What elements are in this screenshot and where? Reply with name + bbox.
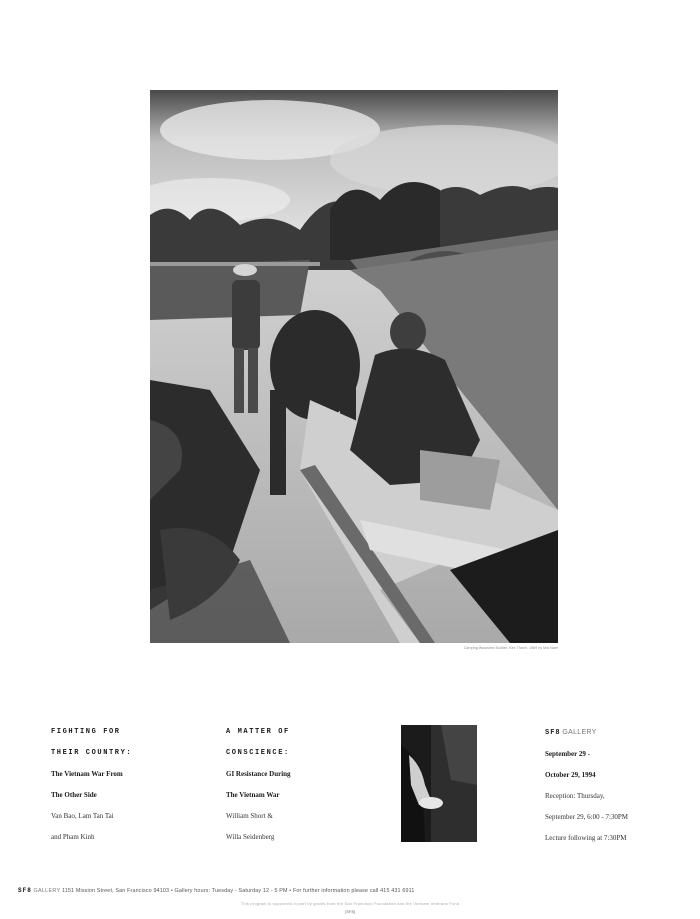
exhibit-a-matter-of-conscience bbox=[226, 722, 386, 848]
exhibit2-subtitle-line1: GI Resistance During bbox=[226, 770, 291, 778]
footer-gallery-mark: SF8 bbox=[18, 887, 32, 894]
exhibit2-heading-line1: A MATTER OF bbox=[226, 728, 290, 736]
exhibit2-artists-line2: Willa Seidenberg bbox=[226, 833, 275, 841]
exhibit1-heading-line2: THEIR COUNTRY: bbox=[51, 749, 133, 757]
gallery-logo bbox=[545, 722, 685, 744]
gallery-word: GALLERY bbox=[562, 729, 597, 736]
designer-credit: [SF8] bbox=[345, 909, 355, 914]
thumbnail-photograph bbox=[401, 725, 477, 842]
reception-line2: September 29, 6:00 - 7:30PM bbox=[545, 813, 629, 821]
main-photograph bbox=[150, 90, 558, 643]
photo-illustration bbox=[150, 90, 558, 643]
exhibit-dates-line1: September 29 - bbox=[545, 750, 590, 758]
exhibit-fighting-for-their-country bbox=[51, 722, 211, 848]
exhibit1-artists-line1: Van Bao, Lam Tan Tai bbox=[51, 812, 114, 820]
exhibit1-subtitle-line2: The Other Side bbox=[51, 791, 97, 799]
exhibit1-subtitle-line1: The Vietnam War From bbox=[51, 770, 123, 778]
footer-info bbox=[18, 887, 682, 894]
gallery-info bbox=[545, 722, 685, 849]
exhibit1-artists-line2: and Pham Kinh bbox=[51, 833, 95, 841]
footer-gallery-word: GALLERY bbox=[33, 888, 61, 894]
exhibit2-heading-line2: CONSCIENCE: bbox=[226, 749, 290, 757]
photo-caption: Carrying Wounded Soldier, Kim Thanh, 1969 by Mai Nam bbox=[463, 646, 558, 650]
exhibit1-heading-line1: FIGHTING FOR bbox=[51, 728, 121, 736]
support-credit: This program is supported in part by grants from the San Francisco Foundation and the Vietnam Veterans Fund bbox=[240, 901, 460, 906]
exhibit2-artists-line1: William Short & bbox=[226, 812, 273, 820]
reception-line1: Reception: Thursday, bbox=[545, 792, 605, 800]
exhibit2-subtitle-line2: The Vietnam War bbox=[226, 791, 280, 799]
thumbnail-illustration bbox=[401, 725, 477, 842]
lecture-info: Lecture following at 7:30PM bbox=[545, 834, 627, 842]
exhibit-dates-line2: October 29, 1994 bbox=[545, 771, 596, 779]
gallery-mark: SF8 bbox=[545, 729, 561, 737]
footer-address: 1151 Mission Street, San Francisco 94103 • Gallery hours: Tuesday - Saturday 12 - 5 PM • For further information please call 415 431 6911 bbox=[62, 888, 415, 894]
